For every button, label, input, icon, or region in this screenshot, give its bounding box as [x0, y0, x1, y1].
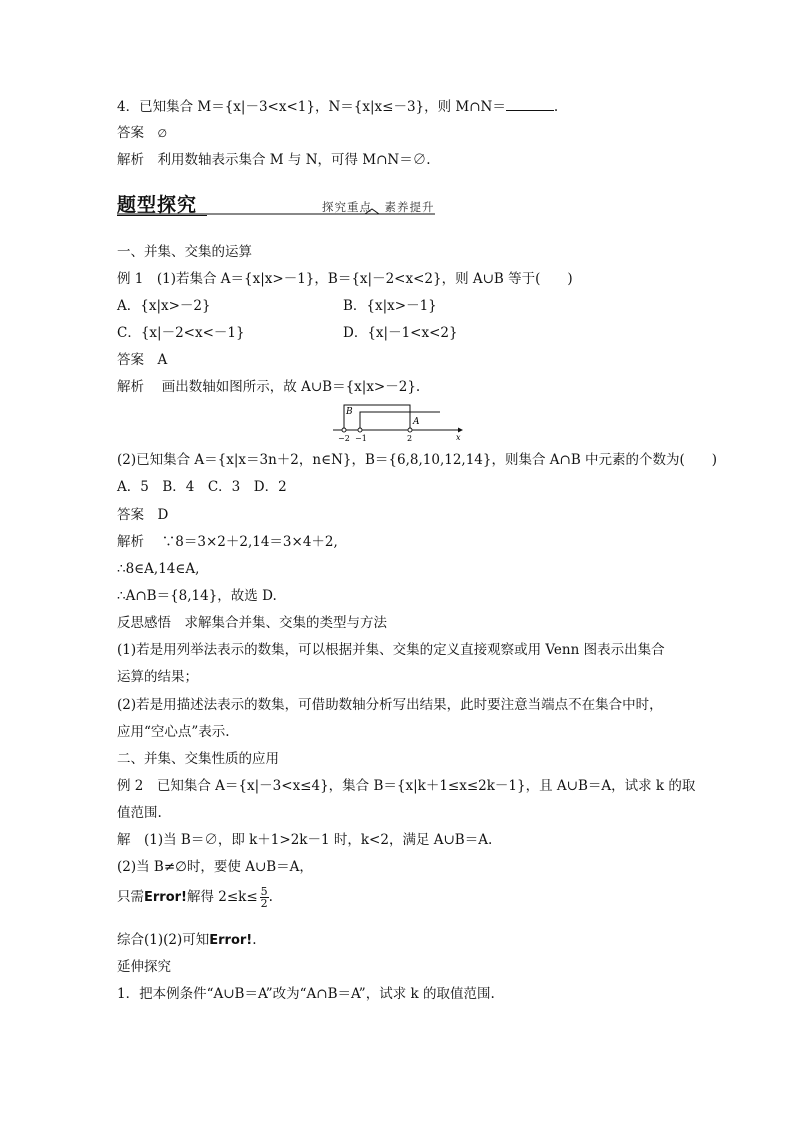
answer-label: 答案 [117, 125, 144, 141]
analysis1-text: 画出数轴如图所示，故 A∪B＝{x|x>－2}. [161, 379, 421, 395]
answer1-value: A [157, 352, 168, 368]
solution-step2: (2)当 B≠∅时，要使 A∪B＝A， [117, 859, 313, 875]
example1-question1: 例 1 (1)若集合 A＝{x|x>－1}，B＝{x|－2<x<2}，则 A∪B 等于( ) [117, 271, 573, 287]
extension-heading: 延伸探究 [117, 959, 171, 975]
answer-label: 答案 [117, 507, 144, 523]
analysis-label: 解析 [117, 152, 144, 168]
reflect-item2: (2)若是用描述法表示的数集，可借助数轴分析写出结果，此时要注意当端点不在集合中时， [117, 697, 663, 713]
label-b: B [346, 407, 353, 417]
section-subtitle: 探究重点 素养提升 [322, 200, 435, 214]
axis-label-x: x [456, 433, 461, 442]
fraction-5-2 [260, 886, 269, 909]
analysis-label: 解析 [117, 534, 144, 550]
reflect-item2-cont: 应用“空心点”表示. [117, 724, 230, 740]
section-header-rule [117, 190, 435, 216]
axis-arrow [458, 428, 463, 433]
example2-question-cont: 值范围. [117, 805, 162, 821]
solution-line1 [117, 831, 492, 849]
q4-answer-line [117, 124, 167, 143]
q4-line [117, 98, 558, 116]
part2-heading: 二、并集、交集性质的应用 [117, 751, 279, 767]
analysis1-line [117, 378, 420, 396]
example1-question2: (2)已知集合 A＝{x|x＝3n＋2，n∈N}，B＝{6,8,10,12,14}，则集合 A∩B 中元素的个数为( ) [117, 452, 718, 468]
tick-label-neg1: −1 [355, 434, 367, 443]
answer2-value: D [157, 507, 169, 523]
solution-step3-prefix: 只需 [117, 889, 144, 905]
q4-answer: ∅ [157, 127, 168, 140]
open-point-neg2 [342, 428, 346, 432]
solution-step3 [117, 886, 273, 909]
solution-step1: (1)当 B＝∅，即 k＋1>2k－1 时，k<2，满足 A∪B＝A. [144, 832, 493, 848]
option-b: B．{x|x>－1} [343, 298, 437, 314]
solution-step3-end: . [268, 889, 273, 905]
label-a: A [413, 417, 420, 427]
answer1-line [117, 351, 167, 369]
reflect-title: 求解集合并集、交集的类型与方法 [184, 615, 387, 631]
conclusion-prefix: 综合(1)(2)可知 [117, 932, 210, 948]
part1-heading: 一、并集、交集的运算 [117, 244, 252, 260]
fraction-denominator: 2 [260, 897, 268, 910]
reflect-item1: (1)若是用列举法表示的数集，可以根据并集、交集的定义直接观察或用 Venn 图表示出集合 [117, 642, 665, 658]
number-line-diagram [330, 402, 470, 444]
set-a-bracket [360, 412, 440, 430]
example2-question: 例 2 已知集合 A＝{x|－3<x≤4}，集合 B＝{x|k＋1≤x≤2k－1}，且 A∪B＝A，试求 k 的取 [117, 778, 696, 794]
option-c: C．{x|－2<x<－1} [117, 325, 245, 341]
q4-analysis-line [117, 151, 431, 169]
set-b-bracket [344, 405, 410, 430]
analysis2-text: ∵8＝3×2＋2,14＝3×4＋2, [161, 534, 338, 550]
q4-end: . [553, 99, 559, 115]
open-point-2 [408, 428, 412, 432]
q4-text: 4．已知集合 M＝{x|－3<x<1}，N＝{x|x≤－3}，则 M∩N＝ [117, 99, 506, 115]
open-point-neg1 [358, 428, 362, 432]
error-marker: Error! [209, 933, 253, 948]
reflect-line [117, 614, 387, 632]
analysis-label: 解析 [117, 379, 144, 395]
tick-label-2: 2 [407, 434, 413, 443]
question2-options: A．5 B．4 C．3 D．2 [117, 479, 287, 495]
analysis2-line [117, 533, 338, 551]
conclusion-end: . [252, 932, 257, 948]
extension-question1: 1．把本例条件“A∪B＝A”改为“A∩B＝A”，试求 k 的取值范围. [117, 986, 495, 1002]
section-title: 题型探究 [117, 194, 198, 216]
answer-label: 答案 [117, 352, 144, 368]
section-header [117, 190, 435, 216]
solution-conclusion [117, 931, 257, 950]
option-d: D．{x|－1<x<2} [343, 325, 458, 341]
q4-blank [506, 98, 554, 111]
analysis2-line3: ∴A∩B＝{8,14}，故选 D. [117, 588, 277, 604]
error-marker: Error! [144, 890, 187, 905]
option-a: A．{x|x>－2} [117, 298, 211, 314]
fraction-numerator: 5 [260, 885, 268, 898]
reflect-label: 反思感悟 [117, 615, 171, 631]
solution-step3-text: 解得 2≤k≤ [186, 889, 258, 905]
reflect-item1-cont: 运算的结果； [117, 669, 198, 685]
tick-label-neg2: −2 [338, 434, 350, 443]
q4-analysis: 利用数轴表示集合 M 与 N，可得 M∩N＝∅. [157, 152, 431, 168]
solution-label: 解 [117, 832, 131, 848]
analysis2-line2: ∴8∈A,14∈A, [117, 561, 200, 577]
answer2-line [117, 506, 168, 524]
